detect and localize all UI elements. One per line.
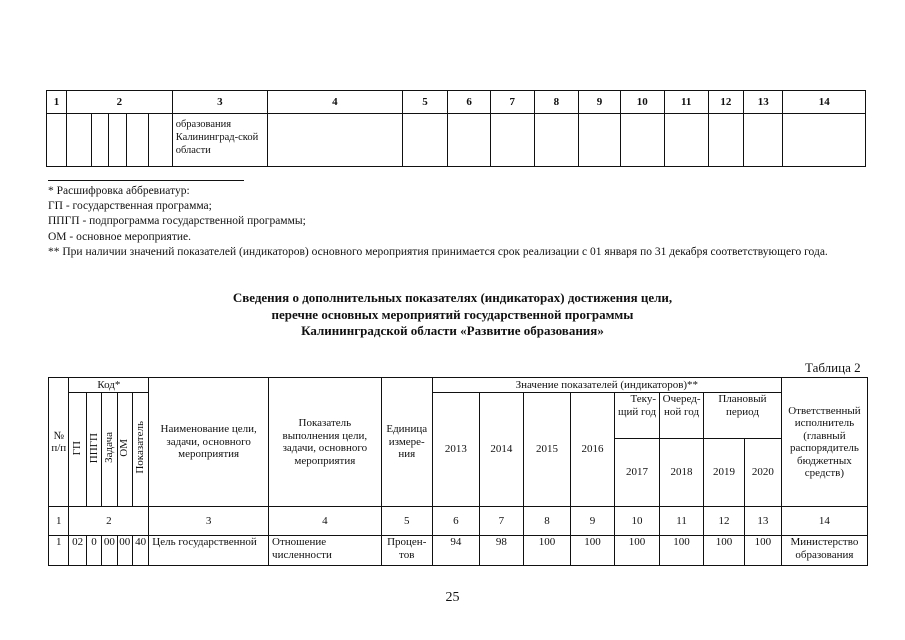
continuation-table [46,90,866,167]
col-num-header: № п/п [49,378,69,507]
year-2019: 2019 [704,439,745,507]
num-3: 3 [149,507,269,536]
footnote-rule [48,180,244,181]
t1-h3: 3 [172,91,267,114]
year-2016: 2016 [571,393,615,507]
t1-h4: 4 [268,91,403,114]
col-name-header: Наименование цели, задачи, основного мероприятия [149,378,269,507]
t1-row-text: образования Калининград-ской области [175,119,259,156]
row-value-2018: 100 [660,536,704,566]
num-7: 7 [479,507,523,536]
year-2017: 2017 [615,439,660,507]
t1-h10: 10 [620,91,664,114]
col-unit-header: Единица измере-ния [381,378,432,507]
num-6: 6 [432,507,479,536]
next-year-header: Очеред-ной год [660,393,704,439]
t1-row-text-cell [172,114,267,167]
row-num: 1 [49,536,69,566]
footnote-line: ОМ - основное мероприятие. [48,230,191,243]
table-label: Таблица 2 [805,360,861,375]
row-code-om: 00 [117,536,132,566]
t1-h7: 7 [490,91,534,114]
footnote-line: ГП - государственная программа; [48,200,212,213]
col-resp-header: Ответственный исполнитель (главный распорядитель бюджетных средств) [781,378,867,507]
num-11: 11 [660,507,704,536]
code-sub-ppgp: ППГП [87,432,100,463]
row-code-ppgp: 0 [86,536,101,566]
row-value-2016: 100 [571,536,615,566]
t1-h14: 14 [783,91,866,114]
row-name: Цель государственной [149,536,269,566]
num-12: 12 [704,507,745,536]
col-indicator-header: Показатель выполнения цели, задачи, основного мероприятия [269,378,382,507]
row-unit: Процен-тов [381,536,432,566]
t1-h1: 1 [47,91,67,114]
num-1: 1 [49,507,69,536]
row-value-2014: 98 [479,536,523,566]
footnote-line: * Расшифровка аббревиатур: [48,185,190,197]
row-value-2013: 94 [432,536,479,566]
num-4: 4 [269,507,382,536]
year-2014: 2014 [479,393,523,507]
t1-h6: 6 [448,91,491,114]
num-10: 10 [615,507,660,536]
t1-h5: 5 [402,91,447,114]
t1-h9: 9 [579,91,621,114]
row-value-2015: 100 [523,536,570,566]
row-code-indicator: 40 [132,536,148,566]
code-sub-task: Задача [103,432,116,464]
heading-line: Сведения о дополнительных показателях (индикаторах) достижения цели, [232,290,673,305]
row-code-gp: 02 [69,536,86,566]
current-year-header: Теку-щий год [615,393,660,439]
year-2020: 2020 [745,439,782,507]
code-sub-gp: ГП [71,440,84,455]
year-2013: 2013 [432,393,479,507]
row-value-2020: 100 [745,536,782,566]
t1-h2: 2 [67,91,173,114]
planned-period-header: Плановый период [704,393,782,439]
t1-h13: 13 [744,91,783,114]
page-number: 25 [445,590,460,605]
num-2: 2 [69,507,149,536]
row-value-2017: 100 [615,536,660,566]
year-2018: 2018 [660,439,704,507]
t1-h12: 12 [708,91,743,114]
code-sub-indicator: Показатель [134,421,147,475]
year-2015: 2015 [523,393,570,507]
row-value-2019: 100 [704,536,745,566]
row-resp: Министерство образования [781,536,867,566]
footnote-line: ** При наличии значений показателей (индикаторов) основного мероприятия принимается срок реализации с 01 января по 31 декабря соответствующего года. [48,245,828,258]
footnotes [48,184,864,260]
section-heading [0,290,905,340]
num-14: 14 [781,507,867,536]
code-sub-om: ОМ [118,438,131,457]
num-9: 9 [571,507,615,536]
footnote-line: ППГП - подпрограмма государственной программы; [48,215,306,228]
num-8: 8 [523,507,570,536]
col-code-header: Код* [69,378,149,393]
t1-h11: 11 [664,91,708,114]
indicators-table [48,377,868,566]
heading-line: перечне основных мероприятий государственной программы [271,306,634,322]
col-values-header: Значение показателей (индикаторов)** [432,378,781,393]
num-5: 5 [381,507,432,536]
num-13: 13 [745,507,782,536]
row-indicator: Отношение численности [269,536,382,566]
t1-h8: 8 [534,91,579,114]
table-row [49,536,868,566]
row-code-task: 00 [102,536,117,566]
heading-line: Калининградской области «Развитие образования» [301,323,604,338]
